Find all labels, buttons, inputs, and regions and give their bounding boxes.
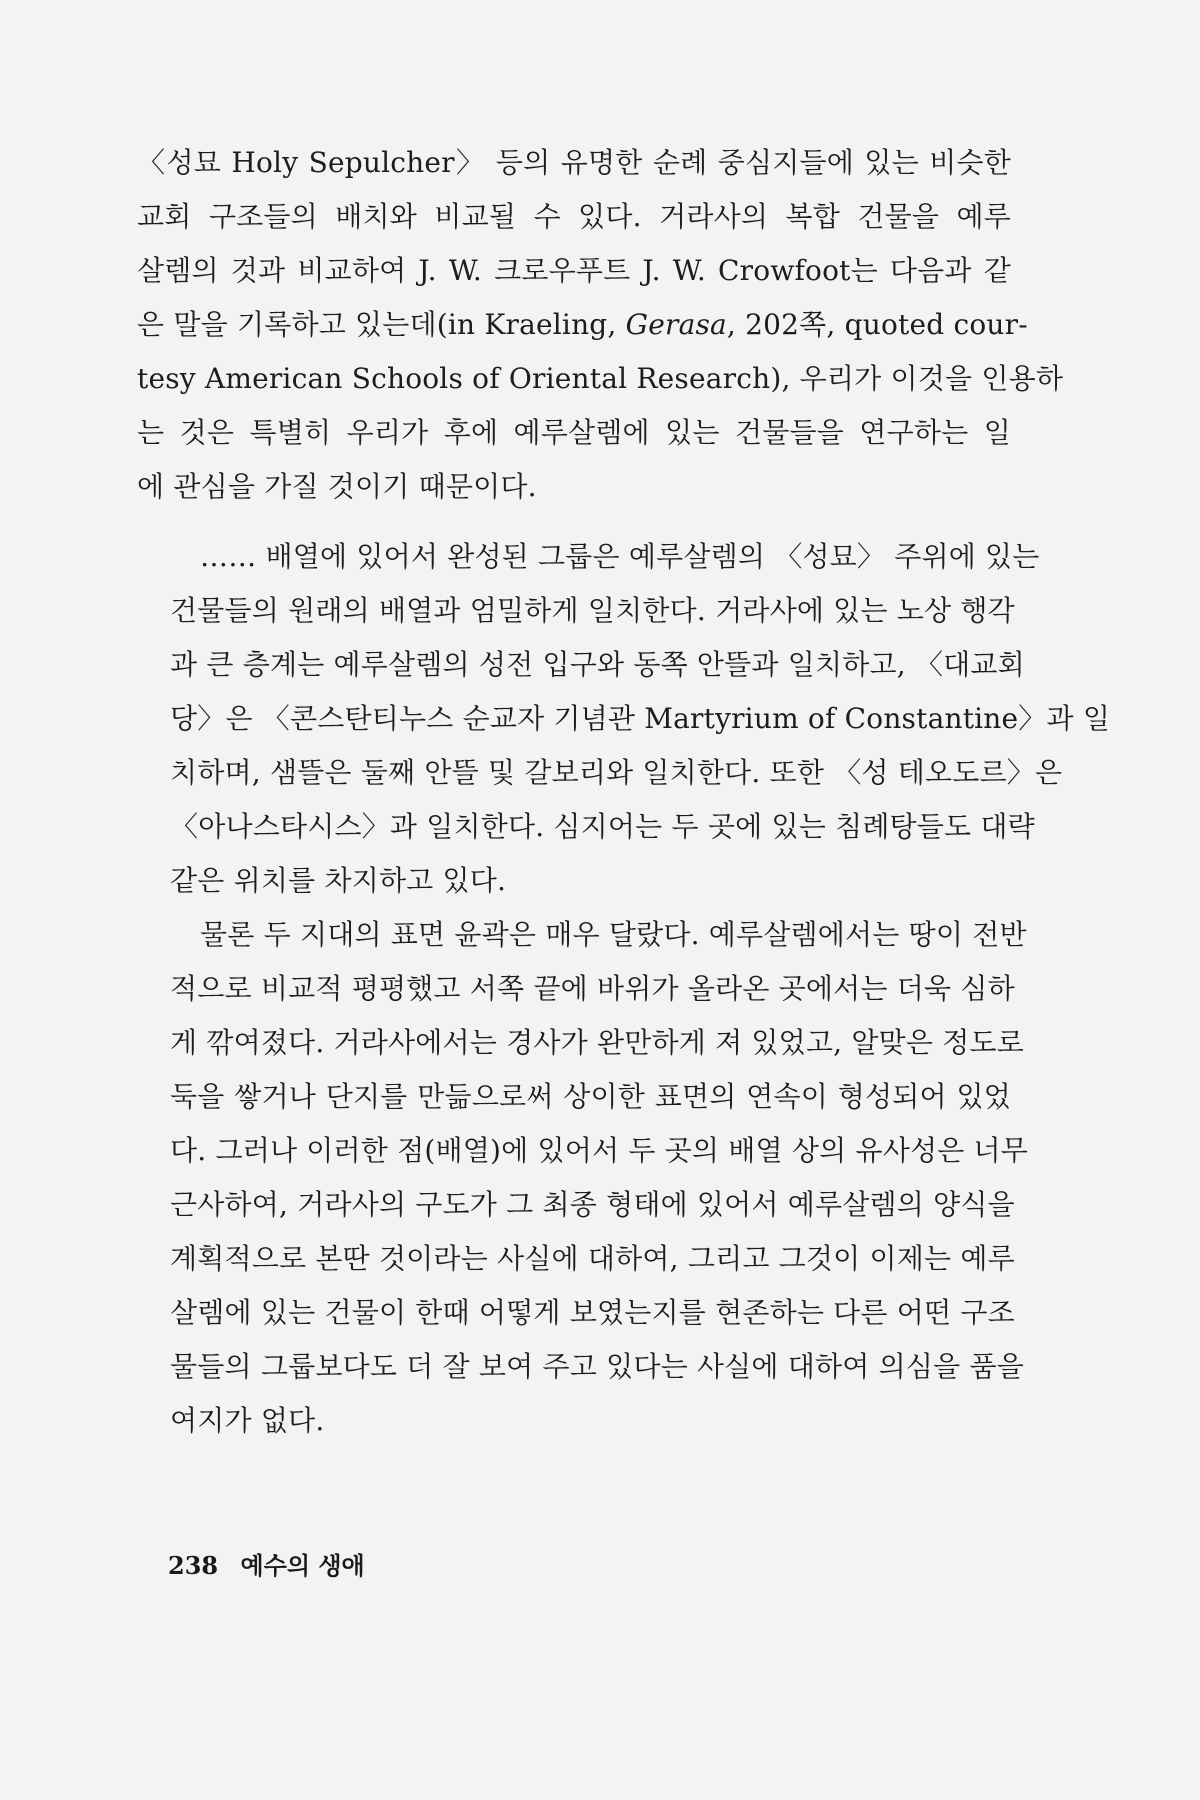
quote-line: 살렘에 있는 건물이 한때 어떻게 보였는지를 현존하는 다른 어떤 구조 xyxy=(170,1296,1015,1329)
page-footer xyxy=(168,1546,365,1581)
quote-line: 근사하여, 거라사의 구도가 그 최종 형태에 있어서 예루살렘의 양식을 xyxy=(170,1188,1015,1221)
text-line: 는 것은 특별히 우리가 후에 예루살렘에 있는 건물들을 연구하는 일 xyxy=(137,416,1011,449)
quote-line: 둑을 쌓거나 단지를 만듦으로써 상이한 표면의 연속이 형성되어 있었 xyxy=(170,1080,1011,1113)
text-line: 은 말을 기록하고 있는데(in Kraeling, Gerasa, 202쪽, quoted cour- xyxy=(137,308,1028,341)
quote-line: 물론 두 지대의 표면 윤곽은 매우 달랐다. 예루살렘에서는 땅이 전반 xyxy=(200,918,1027,951)
quote-line: 물들의 그룹보다도 더 잘 보여 주고 있다는 사실에 대하여 의심을 품을 xyxy=(170,1350,1024,1383)
quote-line: …… 배열에 있어서 완성된 그룹은 예루살렘의 〈성묘〉 주위에 있는 xyxy=(200,540,1040,573)
text-line: 에 관심을 가질 것이기 때문이다. xyxy=(137,470,537,503)
quote-line: 과 큰 층계는 예루살렘의 성전 입구와 동쪽 안뜰과 일치하고, 〈대교회 xyxy=(170,648,1025,681)
quote-line: 치하며, 샘뜰은 둘째 안뜰 및 갈보리와 일치한다. 또한 〈성 테오도르〉은 xyxy=(170,756,1063,789)
page-number: 238 xyxy=(168,1551,219,1580)
book-title-italic: Gerasa xyxy=(625,308,727,341)
body-paragraph xyxy=(137,136,1064,514)
quote-line: 건물들의 원래의 배열과 엄밀하게 일치한다. 거라사에 있는 노상 행각 xyxy=(170,594,1015,627)
text-line: 살렘의 것과 비교하여 J. W. 크로우푸트 J. W. Crowfoot는 다음과 같 xyxy=(137,254,1011,287)
running-title: 예수의 생애 xyxy=(240,1551,365,1580)
text-line: 교회 구조들의 배치와 비교될 수 있다. 거라사의 복합 건물을 예루 xyxy=(137,200,1011,233)
quote-line: 같은 위치를 차지하고 있다. xyxy=(170,864,507,897)
text-line: tesy American Schools of Oriental Research), 우리가 이것을 인용하 xyxy=(137,362,1064,395)
quote-line: 〈아나스타시스〉과 일치한다. 심지어는 두 곳에 있는 침례탕들도 대략 xyxy=(170,810,1035,843)
quote-line: 당〉은 〈콘스탄티누스 순교자 기념관 Martyrium of Constantine〉과 일 xyxy=(170,702,1111,735)
quote-line: 다. 그러나 이러한 점(배열)에 있어서 두 곳의 배열 상의 유사성은 너무 xyxy=(170,1134,1029,1167)
text-line: 〈성묘 Holy Sepulcher〉 등의 유명한 순례 중심지들에 있는 비슷한 xyxy=(137,146,1011,179)
quote-line: 계획적으로 본딴 것이라는 사실에 대하여, 그리고 그것이 이제는 예루 xyxy=(170,1242,1015,1275)
quote-line: 여지가 없다. xyxy=(170,1404,325,1437)
quote-line: 게 깎여졌다. 거라사에서는 경사가 완만하게 져 있었고, 알맞은 정도로 xyxy=(170,1026,1024,1059)
quote-line: 적으로 비교적 평평했고 서쪽 끝에 바위가 올라온 곳에서는 더욱 심하 xyxy=(170,972,1015,1005)
block-quote xyxy=(170,530,1111,1448)
